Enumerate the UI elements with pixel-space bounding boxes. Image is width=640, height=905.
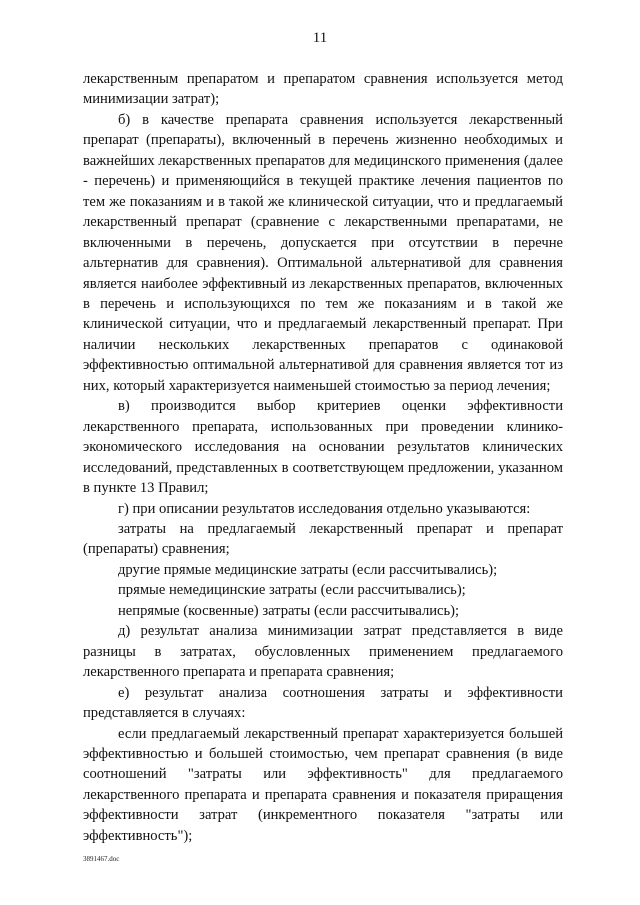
document-body xyxy=(83,69,563,846)
paragraph-item-g: г) при описании результатов исследования отдельно указываются: xyxy=(118,500,531,517)
paragraph-case-higher-efficacy: если предлагаемый лекарственный препарат характеризуется большей эффективностью и большей стоимостью, чем препарат сравнения (в виде соотношений "затраты или эффективность" для предлагаемого лекарственного препарата и препарата сравнения и показателя приращения эффективности затрат (инкрементного показателя "затраты или эффективность"); xyxy=(83,725,563,844)
paragraph-continuation: лекарственным препаратом и препаратом сравнения используется метод минимизации затрат); xyxy=(83,71,563,108)
paragraph-item-d: д) результат анализа минимизации затрат представляется в виде разницы в затратах, обусловленных применением предлагаемого лекарственного препарата и препарата сравнения; xyxy=(83,623,563,681)
paragraph-item-e: е) результат анализа соотношения затраты и эффективности представляется в случаях: xyxy=(83,684,563,722)
footer-file-code: 3891467.doc xyxy=(83,855,120,863)
paragraph-costs-direct-nonmedical: прямые немедицинские затраты (если рассчитывались); xyxy=(118,582,466,599)
paragraph-item-v: в) производится выбор критериев оценки эффективности лекарственного препарата, использованных при проведении клинико-экономического исследования на основании результатов клинических исследований, представленных в соответствующем предложении, указанном в пункте 13 Правил; xyxy=(83,398,563,497)
paragraph-costs-indirect: непрямые (косвенные) затраты (если рассчитывались); xyxy=(118,602,460,619)
paragraph-costs-drugs: затраты на предлагаемый лекарственный препарат и препарат (препараты) сравнения; xyxy=(83,520,563,558)
page-number: 11 xyxy=(312,30,328,46)
paragraph-costs-direct-medical: другие прямые медицинские затраты (если рассчитывались); xyxy=(118,561,498,578)
paragraph-item-b: б) в качестве препарата сравнения используется лекарственный препарат (препараты), включенный в перечень жизненно необходимых и важнейших лекарственных препаратов для медицинского применения (далее - перечень) и применяющийся в текущей практике лечения пациентов по тем же показаниям и в такой же клинической ситуации, что и предлагаемый лекарственный препарат (сравнение с лекарственными препаратами, не включенными в перечень, допускается при отсутствии в перечне альтернатив для сравнения). Оптимальной альтернативой для сравнения является наиболее эффективный из лекарственных препаратов, включенных в перечень и использующихся по тем же показаниям и в такой же клинической ситуации, что и предлагаемый лекарственный препарат. При наличии нескольких лекарственных препаратов с одинаковой эффективностью оптимальной альтернативой для сравнения является тот из них, который характеризуется наименьшей стоимостью за период лечения; xyxy=(83,111,563,394)
